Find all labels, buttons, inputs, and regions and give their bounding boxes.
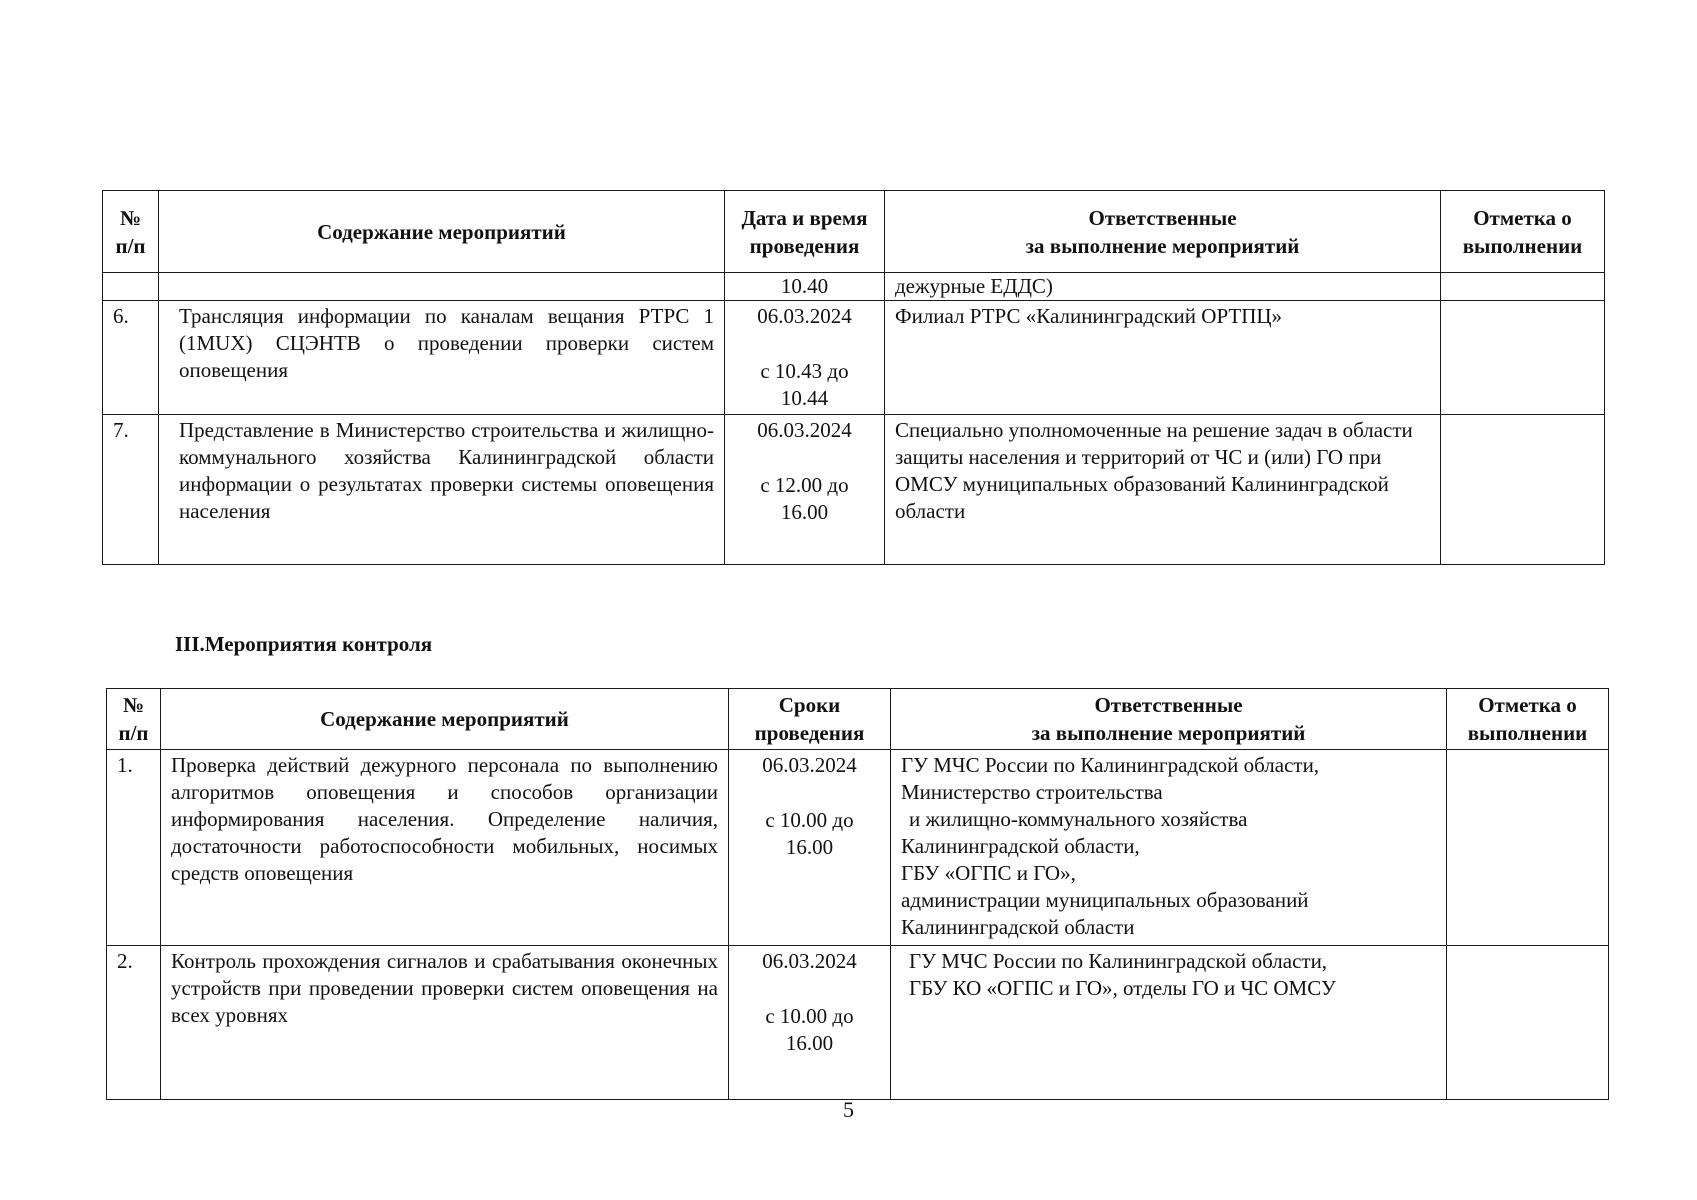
table-row bbox=[103, 301, 1605, 415]
header-content: Содержание мероприятий bbox=[161, 689, 729, 750]
cell-content: Проверка действий дежурного персонала по выполнению алгоритмов оповещения и способов организации информирования населения. Определение наличия, достаточности работоспособности мобильных, носимых средств оповещения bbox=[161, 750, 729, 946]
header-date: Дата и время проведения bbox=[725, 191, 885, 273]
header-mark: Отметка о выполнении bbox=[1441, 191, 1605, 273]
cell-responsible: ГУ МЧС России по Калининградской области, Министерство строительства и жилищно-коммунального хозяйства Калининградской области, ГБУ «ОГПС и ГО», администрации муниципальных образований Калининградской области bbox=[891, 750, 1447, 946]
cell-num: 2. bbox=[107, 946, 161, 1100]
cell-responsible: Филиал РТРС «Калининградский ОРТПЦ» bbox=[885, 301, 1441, 415]
cell-content: Представление в Министерство строительства и жилищно-коммунального хозяйства Калининградской области информации о результатах проверки системы оповещения населения bbox=[159, 415, 725, 565]
events-table-continued bbox=[102, 190, 1605, 565]
cell-num: 6. bbox=[103, 301, 159, 415]
cell-date: 10.40 bbox=[725, 273, 885, 301]
table-row bbox=[107, 946, 1609, 1100]
cell-date: 06.03.2024 с 12.00 до 16.00 bbox=[725, 415, 885, 565]
header-mark: Отметка о выполнении bbox=[1447, 689, 1609, 750]
cell-mark bbox=[1441, 301, 1605, 415]
cell-mark bbox=[1441, 415, 1605, 565]
cell-content: Контроль прохождения сигналов и срабатывания оконечных устройств при проведении проверки систем оповещения на всех уровнях bbox=[161, 946, 729, 1100]
header-num: № п/п bbox=[107, 689, 161, 750]
header-date: Сроки проведения bbox=[729, 689, 891, 750]
table-row bbox=[103, 415, 1605, 565]
table-row bbox=[107, 750, 1609, 946]
header-num: № п/п bbox=[103, 191, 159, 273]
control-events-table bbox=[106, 688, 1609, 1100]
cell-responsible: Специально уполномоченные на решение задач в области защиты населения и территорий от ЧС и (или) ГО при ОМСУ муниципальных образований Калининградской области bbox=[885, 415, 1441, 565]
page-number: 5 bbox=[843, 1097, 854, 1122]
cell-date: 06.03.2024 с 10.43 до 10.44 bbox=[725, 301, 885, 415]
header-responsible: Ответственные за выполнение мероприятий bbox=[885, 191, 1441, 273]
cell-mark bbox=[1447, 750, 1609, 946]
table-header-row bbox=[103, 191, 1605, 273]
cell-responsible: дежурные ЕДДС) bbox=[885, 273, 1441, 301]
cell-content: Трансляция информации по каналам вещания РТРС 1 (1MUX) СЦЭНТВ о проведении проверки систем оповещения bbox=[159, 301, 725, 415]
table-header-row bbox=[107, 689, 1609, 750]
continuation-row bbox=[103, 273, 1605, 301]
cell-responsible: ГУ МЧС России по Калининградской области, ГБУ КО «ОГПС и ГО», отделы ГО и ЧС ОМСУ bbox=[891, 946, 1447, 1100]
cell-num: 7. bbox=[103, 415, 159, 565]
header-content: Содержание мероприятий bbox=[159, 191, 725, 273]
cell-date: 06.03.2024 с 10.00 до 16.00 bbox=[729, 946, 891, 1100]
cell-mark bbox=[1447, 946, 1609, 1100]
section-heading: III.Мероприятия контроля bbox=[175, 632, 433, 656]
cell-num: 1. bbox=[107, 750, 161, 946]
header-responsible: Ответственные за выполнение мероприятий bbox=[891, 689, 1447, 750]
cell-date: 06.03.2024 с 10.00 до 16.00 bbox=[729, 750, 891, 946]
